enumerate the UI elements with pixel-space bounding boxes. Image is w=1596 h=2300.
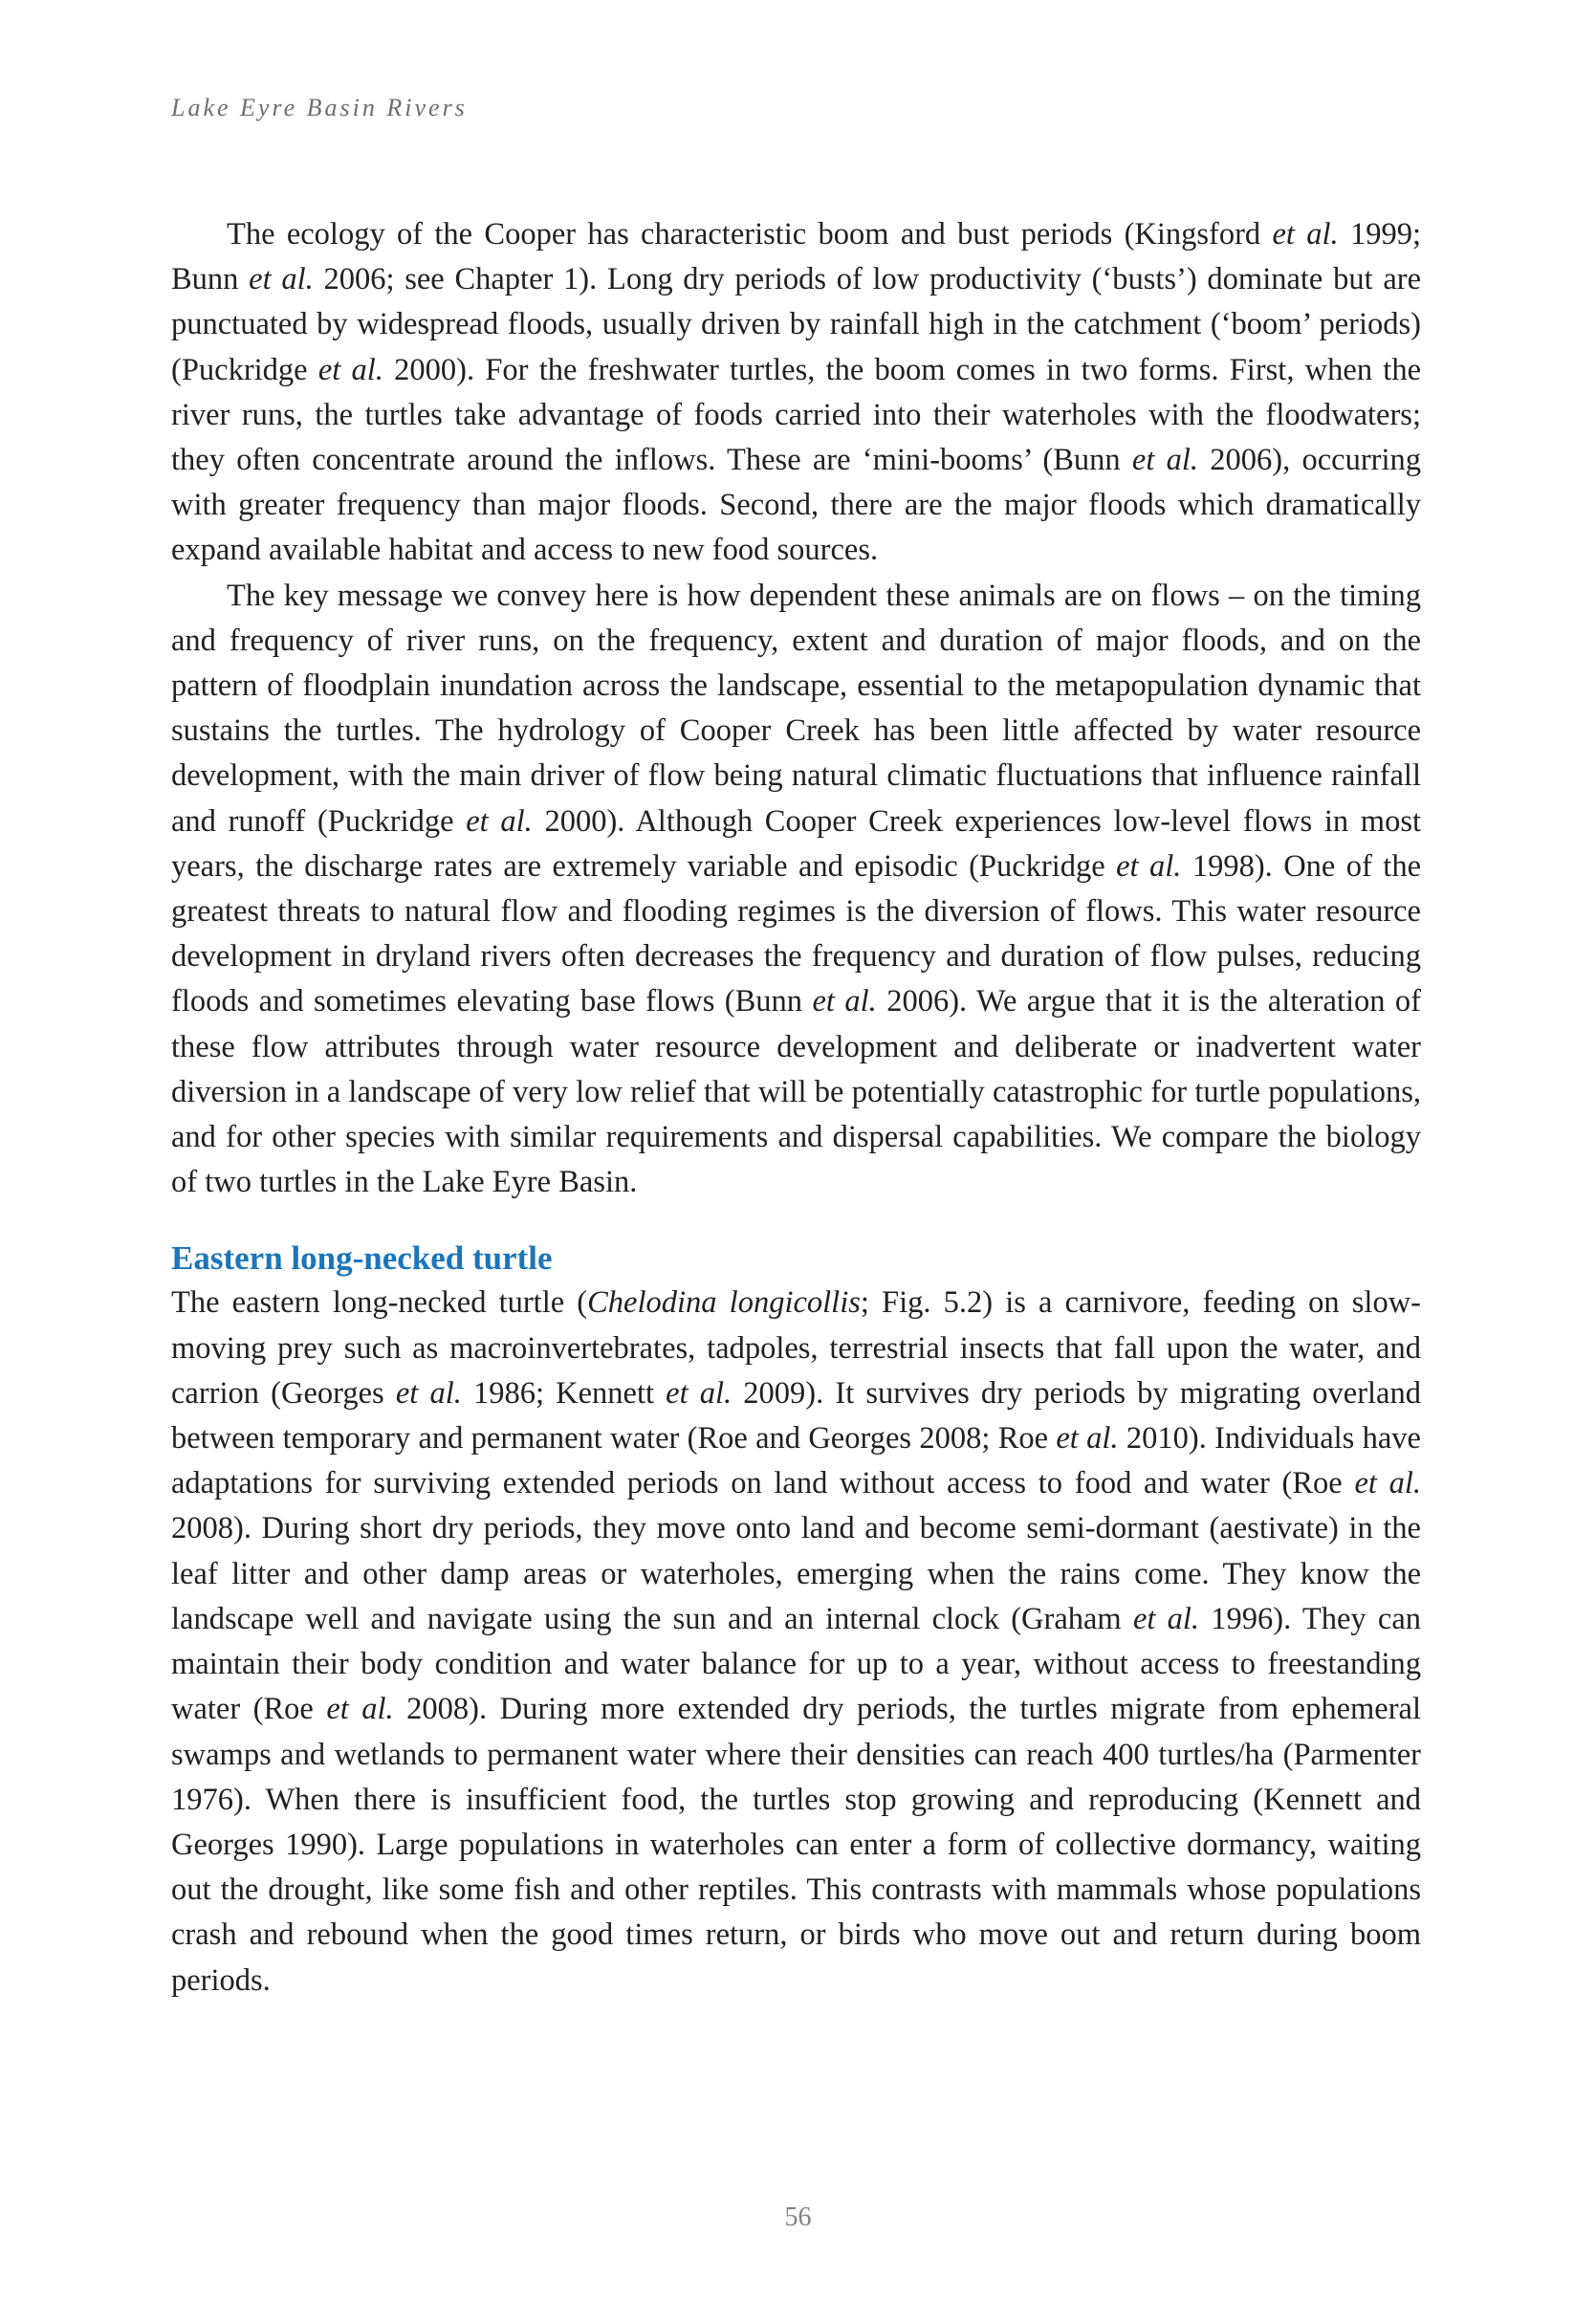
- section-spacer: [171, 1205, 1421, 1236]
- italic-text-run: et al.: [666, 1375, 732, 1411]
- italic-text-run: et al.: [317, 352, 383, 387]
- text-run: 1998). One of the greatest threats to natural flow and flooding regimes is the diversion of flows. This water resource development in dryland rivers often decreases the frequency and duration of flow pulses, reducing floods and sometimes elevating base flows (Bunn: [171, 848, 1422, 1019]
- text-run: 2000). For the freshwater turtles, the boom comes in two forms. First, when the river runs, the turtles take advantage of foods carried into their waterholes with the floodwaters; they often concentrate around the inflows. These are ‘mini-booms’ (Bunn: [171, 352, 1422, 478]
- italic-text-run: et al.: [1272, 217, 1339, 252]
- text-run: 2008). During more extended dry periods, the turtles migrate from ephemeral swamps and wetlands to permanent water where their densities can reach 400 turtles/ha (Parmenter 1976). When there is insufficient food, the turtles stop growing and reproducing (Kennett and Georges 1990). Large populations in waterholes can enter a form of collective dormancy, waiting out the drought, like some fish and other reptiles. This contrasts with mammals whose populations crash and rebound when the good times return, or birds who move out and return during boom periods.: [171, 1692, 1421, 1998]
- italic-text-run: et al.: [249, 262, 314, 297]
- text-run: 2009). It survives dry periods by migrating overland between temporary and permanent water (Roe and Georges 2008; Roe: [171, 1375, 1421, 1457]
- text-run: 2006; see Chapter 1). Long dry periods of low productivity (‘busts’) dominate but are punctuated by widespread floods, usually driven by rainfall high in the catchment (‘boom’ periods) (Puckridge: [171, 262, 1422, 387]
- text-run: 1999; Bunn: [171, 217, 1422, 297]
- text-run: ; Fig. 5.2) is a carnivore, feeding on slow-moving prey such as macroinvertebrates, tadpoles, terrestrial insects that fall upon the water, and carrion (Georges: [171, 1285, 1421, 1411]
- text-run: 2006), occurring with greater frequency than major floods. Second, there are the major floods which dramatically expand available habitat and access to new food sources.: [171, 443, 1422, 568]
- text-run: 2000). Although Cooper Creek experiences low-level flows in most years, the discharge rates are extremely variable and episodic (Puckridge: [171, 803, 1422, 884]
- italic-text-run: et al.: [1056, 1421, 1119, 1457]
- text-run: 2008). During short dry periods, they move onto land and become semi-dormant (aestivate) in the leaf litter and other damp areas or waterholes, emerging when the rains come. They know the landscape well and navigate using the sun and an internal clock (Graham: [171, 1511, 1421, 1636]
- italic-text-run: Chelodina longicollis: [587, 1285, 861, 1321]
- page-content: [171, 212, 1421, 2004]
- italic-text-run: et al.: [1131, 443, 1199, 478]
- italic-text-run: et al.: [812, 984, 877, 1019]
- page-number: 56: [784, 2202, 812, 2232]
- body-paragraph: [171, 574, 1421, 1206]
- italic-text-run: et al.: [1354, 1466, 1422, 1501]
- text-run: The key message we convey here is how dependent these animals are on flows – on the timing and frequency of river runs, on the frequency, extent and duration of major floods, and on the pattern of floodplain inundation across the landscape, essential to the metapopulation dynamic that sustains the turtles. The hydrology of Cooper Creek has been little affected by water resource development, with the main driver of flow being natural climatic fluctuations that influence rainfall and runoff (Puckridge: [171, 578, 1421, 839]
- italic-text-run: et al.: [466, 803, 533, 839]
- text-run: The eastern long-necked turtle (: [171, 1285, 588, 1321]
- section-heading: Eastern long-necked turtle: [171, 1239, 553, 1278]
- text-run: 1996). They can maintain their body condition and water balance for up to a year, without access to freestanding water (Roe: [171, 1601, 1422, 1727]
- italic-text-run: et al.: [1132, 1601, 1200, 1636]
- italic-text-run: et al.: [326, 1692, 394, 1727]
- text-run: The ecology of the Cooper has characteristic boom and bust periods (Kingsford: [227, 217, 1273, 252]
- text-run: 2010). Individuals have adaptations for surviving extended periods on land without access to food and water (Roe: [171, 1421, 1421, 1501]
- text-run: 2006). We argue that it is the alteration of these flow attributes through water resource development and deliberate or inadvertent water diversion in a landscape of very low relief that will be potentially catastrophic for turtle populations, and for other species with similar requirements and dispersal capabilities. We compare the biology of two turtles in the Lake Eyre Basin.: [171, 984, 1421, 1200]
- text-run: 1986; Kennett: [461, 1375, 667, 1411]
- italic-text-run: et al.: [395, 1375, 462, 1411]
- body-paragraph: [171, 212, 1421, 574]
- body-paragraph: [171, 1281, 1421, 2003]
- italic-text-run: et al.: [1116, 848, 1182, 884]
- running-header: Lake Eyre Basin Rivers: [171, 94, 468, 121]
